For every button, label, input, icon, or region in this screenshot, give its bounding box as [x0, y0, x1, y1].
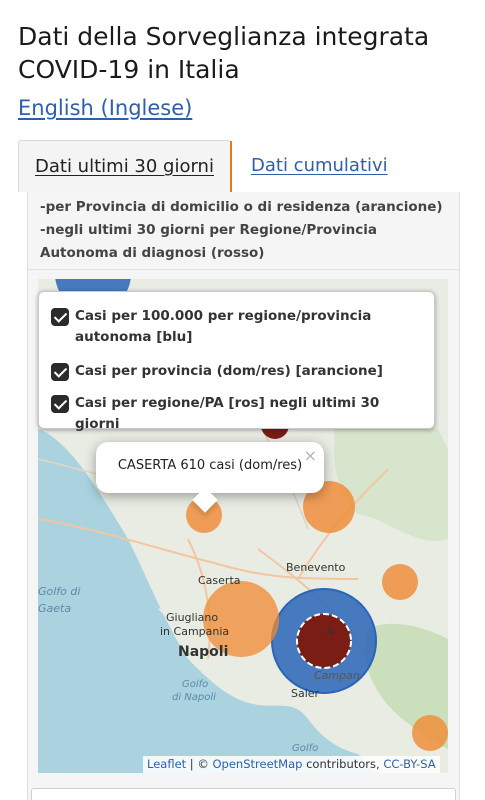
map-popup — [96, 442, 324, 493]
map-attribution — [143, 756, 440, 773]
red-region-bubble[interactable] — [297, 614, 351, 668]
attribution-separator: | © — [186, 757, 213, 771]
layer-option-orange[interactable] — [51, 361, 426, 382]
map-label-benevento: Benevento — [286, 561, 346, 574]
tab-last-30-days[interactable] — [18, 140, 231, 192]
map-label-di-napoli: di Napoli — [172, 692, 216, 703]
checkbox-checked-icon[interactable] — [51, 363, 69, 381]
layer-label: Casi per regione/PA [ros] negli ultimi 30 giorni — [75, 395, 380, 432]
license-link[interactable]: CC-BY-SA — [383, 757, 436, 771]
map-label-avellino: A — [326, 625, 334, 638]
leaflet-link[interactable]: Leaflet — [147, 757, 187, 771]
popup-text: CASERTA 610 casi (dom/res) — [117, 458, 303, 473]
map-label-gaeta: Gaeta — [38, 602, 72, 615]
attribution-contributors: contributors, — [302, 757, 384, 771]
layer-label: Casi per provincia (dom/res) [arancione] — [75, 363, 383, 379]
description-line-1: -per Provincia di domicilio o di residenza (arancione) — [40, 199, 443, 215]
layer-option-blue[interactable] — [51, 306, 426, 348]
tab-cumulative[interactable]: Dati cumulativi — [251, 155, 388, 176]
layer-option-red[interactable] — [51, 393, 426, 435]
tab-label: Dati ultimi 30 giorni — [35, 156, 214, 177]
map-label-salerno: Saler — [291, 687, 320, 700]
map-label-napoli: Napoli — [178, 644, 229, 660]
tab-accent — [230, 141, 232, 193]
map-label-giugliano: Giugliano — [166, 611, 219, 624]
openstreetmap-link[interactable]: OpenStreetMap — [212, 757, 303, 771]
orange-province-bubble[interactable] — [412, 715, 448, 751]
map-label-caserta: Caserta — [198, 574, 241, 587]
map-label-golfo-di: Golfo di — [38, 585, 81, 598]
orange-province-bubble[interactable] — [382, 564, 418, 600]
layer-control — [38, 291, 435, 432]
page-title: Dati della Sorveglianza integrata COVID-19 in Italia — [18, 22, 430, 84]
english-language-link[interactable]: English (Inglese) — [18, 96, 193, 120]
close-icon[interactable]: × — [303, 446, 317, 465]
map-label-golfo-salerno: Golfo — [292, 743, 319, 754]
layer-label: Casi per 100.000 per regione/provincia autonoma [blu] — [75, 308, 372, 345]
map-label-golfo-napoli: Golfo — [182, 679, 209, 690]
next-section-box — [31, 788, 456, 800]
map-description — [40, 196, 450, 265]
map-label-in-campania: in Campania — [160, 625, 230, 638]
description-line-2: -negli ultimi 30 giorni per Regione/Provincia Autonoma di diagnosi (rosso) — [40, 222, 377, 261]
tab-bar — [18, 140, 468, 192]
checkbox-checked-icon[interactable] — [51, 395, 69, 413]
checkbox-checked-icon[interactable] — [51, 308, 69, 326]
divider — [28, 269, 459, 270]
map-label-campania: Campan — [314, 669, 360, 682]
